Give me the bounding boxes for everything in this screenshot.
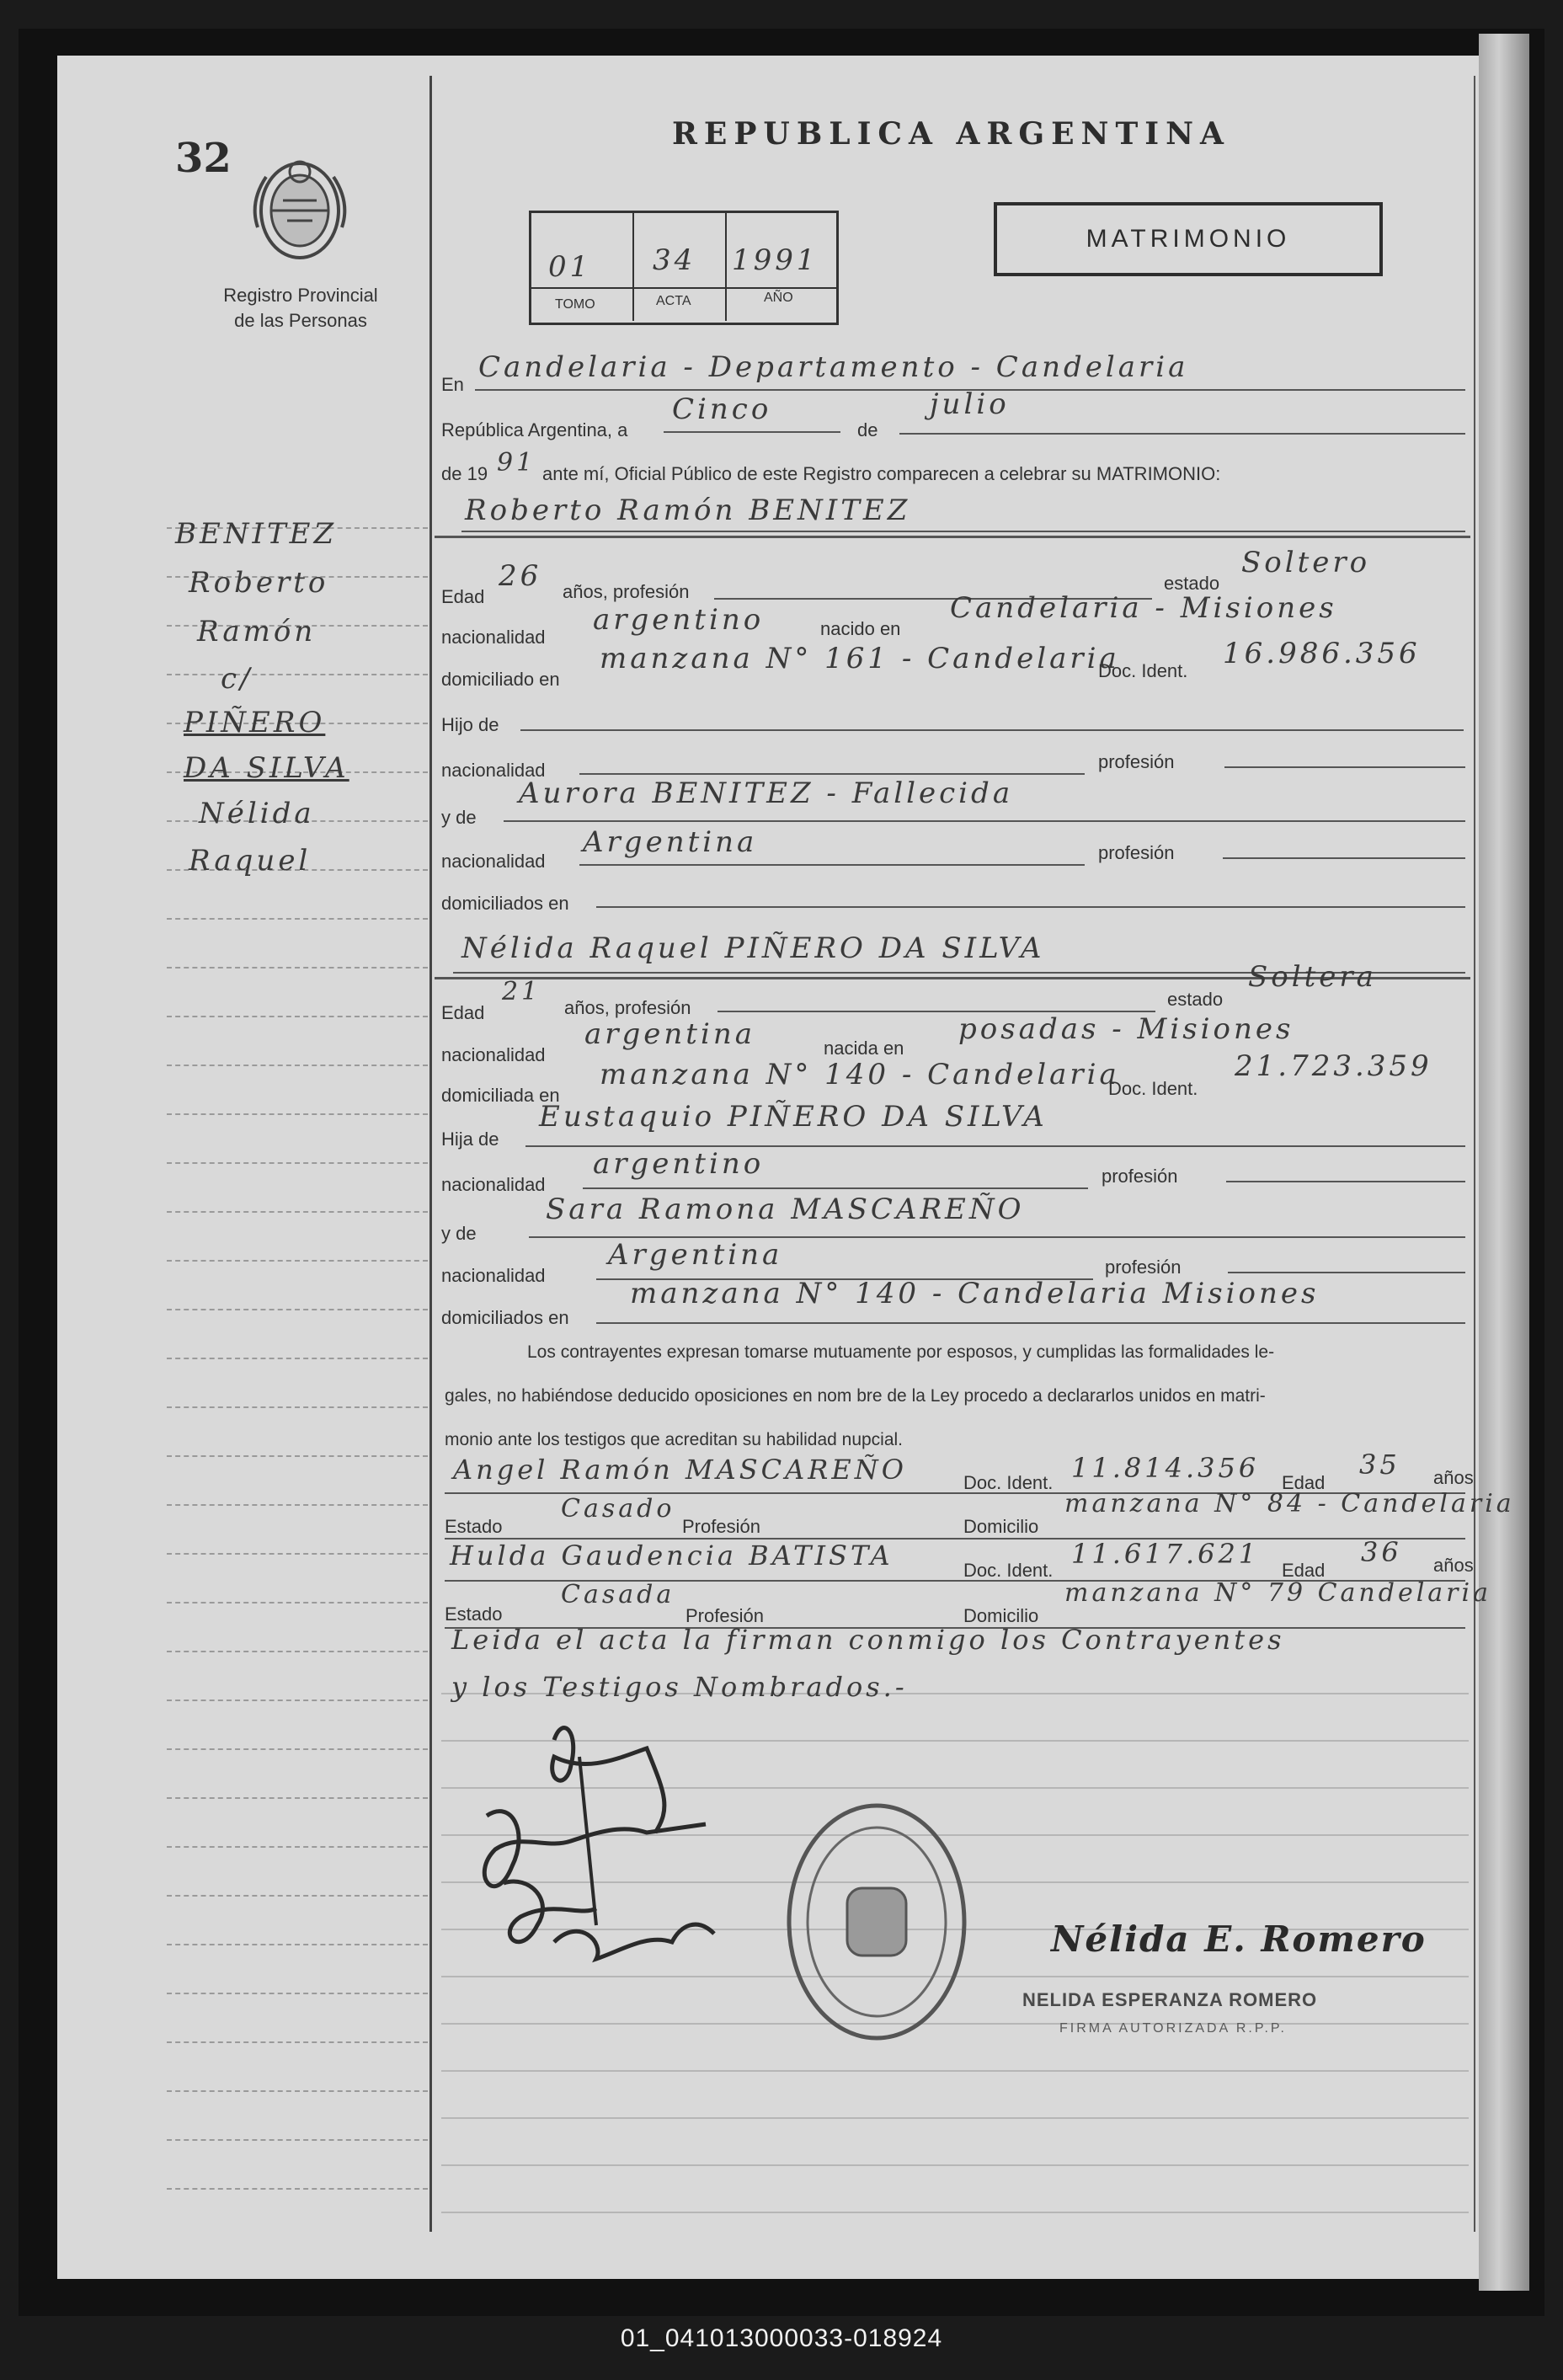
ledger-line	[167, 1455, 428, 1457]
ruled-line	[441, 2164, 1469, 2166]
witness1-doc-label: Doc. Ident.	[963, 1472, 1054, 1493]
registry-name-line1: Registro Provincial	[223, 285, 378, 306]
margin-note-line: BENITEZ	[175, 517, 338, 551]
witness2-doc-label: Doc. Ident.	[963, 1560, 1054, 1581]
ledger-line	[167, 1895, 428, 1897]
margin-note-line: DA SILVA	[184, 751, 349, 785]
bride-anos-profesion-label: años, profesión	[564, 997, 691, 1018]
act-reference-box	[529, 211, 839, 325]
ruled-line	[441, 2070, 1469, 2072]
witness1-domicilio-value: manzana N° 84 - Candelaria	[1064, 1489, 1515, 1518]
declaration-line3: monio ante los testigos que acreditan su habilidad nupcial.	[445, 1430, 904, 1449]
ledger-line	[167, 1651, 428, 1652]
tomo-cell	[531, 213, 634, 321]
bride-nacida-label: nacida en	[824, 1038, 904, 1059]
register-page	[57, 56, 1515, 2279]
groom-doc-label: Doc. Ident.	[1098, 660, 1188, 681]
ledger-line	[167, 2090, 428, 2092]
witness1-name: Angel Ramón MASCAREÑO	[453, 1454, 907, 1486]
groom-parents-dom-label: domiciliados en	[441, 893, 569, 914]
bride-name: Nélida Raquel PIÑERO DA SILVA	[461, 931, 1045, 965]
en-label: En	[441, 374, 464, 395]
bride-parents-dom-value: manzana N° 140 - Candelaria Misiones	[630, 1277, 1320, 1310]
ledger-line	[167, 1309, 428, 1310]
year-suffix-value: 91	[497, 448, 536, 478]
registry-name-line2: de las Personas	[234, 310, 367, 331]
ledger-line	[167, 2041, 428, 2043]
groom-father-prof-label: profesión	[1098, 751, 1175, 772]
ledger-line	[167, 1162, 428, 1164]
witness1-anos-label: años	[1433, 1467, 1474, 1488]
margin-note-line: PIÑERO	[184, 706, 326, 739]
ledger-line	[167, 2139, 428, 2141]
margin-note-line: Roberto	[189, 566, 329, 600]
groom-nacionalidad-value: argentino	[593, 603, 765, 637]
bride-father-prof-label: profesión	[1102, 1166, 1178, 1187]
place-value: Candelaria - Departamento - Candelaria	[478, 350, 1189, 384]
ano-value: 1991	[732, 243, 819, 277]
bride-hija-label: Hija de	[441, 1129, 499, 1150]
page-edge	[1479, 34, 1529, 2291]
page-number: 32	[175, 135, 232, 182]
bride-edad-label: Edad	[441, 1002, 485, 1023]
official-seal-stamp	[780, 1796, 974, 2048]
ledger-line	[167, 918, 428, 920]
ledger-line	[167, 1358, 428, 1359]
officer-name-stamp: NELIDA ESPERANZA ROMERO	[1022, 1989, 1318, 2010]
ruled-line	[441, 2117, 1469, 2119]
witness2-profesion-label: Profesión	[685, 1605, 764, 1626]
groom-father-nac-label: nacionalidad	[441, 760, 546, 781]
fill-line	[899, 433, 1465, 435]
groom-estado-label: estado	[1164, 573, 1220, 594]
fill-line	[596, 906, 1465, 908]
bride-domicilio-value: manzana N° 140 - Candelaria	[600, 1058, 1120, 1091]
witness1-edad-label: Edad	[1282, 1472, 1326, 1493]
witness2-estado-value: Casada	[561, 1580, 675, 1609]
bride-mother-nac-label: nacionalidad	[441, 1265, 546, 1286]
bride-estado-label: estado	[1167, 989, 1224, 1010]
groom-anos-profesion-label: años, profesión	[563, 581, 690, 602]
declaration-line1: Los contrayentes expresan tomarse mutuamente por esposos, y cumplidas las formalidades le-	[527, 1342, 1275, 1362]
witness2-anos-label: años	[1433, 1555, 1474, 1576]
de-label: de	[857, 419, 878, 440]
witness2-doc-value: 11.617.621	[1071, 1538, 1260, 1570]
declaration-line2: gales, no habiéndose deducido oposiciones en nom bre de la Ley procedo a declararlos unidos en matri-	[445, 1386, 1266, 1406]
groom-mother-nac-label: nacionalidad	[441, 851, 546, 872]
ano-cell	[725, 213, 835, 321]
month-value: julio	[930, 387, 1010, 421]
day-value: Cinco	[672, 392, 772, 426]
acta-label: ACTA	[656, 294, 691, 308]
acta-value: 34	[653, 243, 696, 277]
ledger-line	[167, 1113, 428, 1115]
witness2-domicilio-label: Domicilio	[963, 1605, 1039, 1626]
ledger-line	[167, 1260, 428, 1262]
groom-edad-label: Edad	[441, 586, 485, 607]
groom-nacionalidad-label: nacionalidad	[441, 627, 546, 648]
margin-note-line: Nélida	[199, 797, 315, 830]
fill-line	[1228, 1272, 1465, 1273]
bride-birthplace-value: posadas - Misiones	[958, 1012, 1294, 1046]
closing-line2: y los Testigos Nombrados.-	[451, 1671, 908, 1703]
fill-line	[1226, 1181, 1465, 1182]
ledger-line	[167, 1993, 428, 1994]
bride-doc-label: Doc. Ident.	[1108, 1078, 1198, 1099]
witness1-estado-label: Estado	[445, 1516, 503, 1537]
groom-y-de-label: y de	[441, 807, 477, 828]
fill-line	[583, 1187, 1088, 1189]
republica-label: República Argentina, a	[441, 419, 628, 440]
witness1-estado-value: Casado	[561, 1494, 675, 1524]
fill-line	[1224, 766, 1465, 768]
witness2-age-value: 36	[1361, 1536, 1402, 1568]
bride-father-nac-label: nacionalidad	[441, 1174, 546, 1195]
witness2-edad-label: Edad	[1282, 1560, 1326, 1581]
witness2-estado-label: Estado	[445, 1604, 503, 1625]
ledger-line	[167, 1016, 428, 1017]
fill-line	[579, 864, 1085, 866]
ledger-line	[167, 1944, 428, 1945]
right-rule	[1474, 76, 1475, 2232]
fill-line	[504, 820, 1465, 822]
ledger-line	[167, 1406, 428, 1408]
fill-line	[579, 773, 1085, 775]
coat-of-arms-icon	[241, 152, 359, 269]
margin-note-line: Ramón	[197, 615, 317, 648]
country-title: REPUBLICA ARGENTINA	[672, 116, 1230, 152]
witness1-doc-value: 11.814.356	[1071, 1452, 1260, 1484]
ledger-line	[167, 1211, 428, 1213]
bride-doc-value: 21.723.359	[1235, 1049, 1432, 1083]
ledger-line	[167, 674, 428, 675]
bride-age-value: 21	[502, 977, 541, 1006]
groom-domicilio-label: domiciliado en	[441, 669, 560, 690]
ledger-line	[167, 1846, 428, 1848]
witness2-domicilio-value: manzana N° 79 Candelaria	[1064, 1578, 1492, 1608]
groom-hijo-label: Hijo de	[441, 714, 499, 735]
witness2-name: Hulda Gaudencia BATISTA	[450, 1540, 894, 1572]
bride-father-nac-value: argentino	[593, 1147, 765, 1181]
ledger-line	[167, 967, 428, 969]
margin-note-line: c/	[221, 662, 253, 696]
groom-birthplace-value: Candelaria - Misiones	[950, 591, 1337, 625]
bride-mother-nac-value: Argentina	[608, 1238, 783, 1272]
contracting-parties-signatures	[453, 1706, 756, 1976]
witness1-profesion-label: Profesión	[682, 1516, 760, 1537]
ledger-line	[167, 1700, 428, 1701]
groom-mother-value: Aurora BENITEZ - Fallecida	[519, 776, 1014, 810]
fill-line	[461, 531, 1465, 532]
groom-domicilio-value: manzana N° 161 - Candelaria	[600, 642, 1120, 675]
bride-estado-value: Soltera	[1248, 960, 1377, 994]
bride-father-value: Eustaquio PIÑERO DA SILVA	[539, 1100, 1048, 1134]
groom-age-value: 26	[499, 559, 542, 593]
closing-line1: Leida el acta la firman conmigo los Contrayentes	[451, 1624, 1285, 1656]
groom-mother-nac-value: Argentina	[583, 825, 758, 859]
year-prefix-label: de 19	[441, 463, 488, 484]
ledger-line	[167, 1504, 428, 1506]
bride-mother-value: Sara Ramona MASCAREÑO	[546, 1193, 1025, 1226]
witness1-age-value: 35	[1359, 1449, 1400, 1481]
bride-parents-dom-label: domiciliados en	[441, 1307, 569, 1328]
officer-signature: Nélida E. Romero	[1051, 1918, 1427, 1960]
fill-line	[596, 1322, 1465, 1324]
document-id-footer: 01_041013000033-018924	[620, 2324, 943, 2352]
ledger-line	[167, 1065, 428, 1066]
box-divider	[531, 287, 836, 289]
ledger-line	[167, 1553, 428, 1555]
ledger-line	[167, 1797, 428, 1799]
bride-y-de-label: y de	[441, 1223, 477, 1244]
ruled-line	[441, 2212, 1469, 2213]
bride-mother-prof-label: profesión	[1105, 1257, 1182, 1278]
ledger-line	[167, 2188, 428, 2190]
groom-doc-value: 16.986.356	[1223, 637, 1421, 670]
section-separator	[435, 536, 1470, 538]
bride-nacionalidad-value: argentina	[584, 1017, 756, 1051]
bride-nacionalidad-label: nacionalidad	[441, 1044, 546, 1065]
ledger-line	[167, 1748, 428, 1750]
fill-line	[1223, 857, 1465, 859]
fill-line	[520, 729, 1464, 731]
tomo-label: TOMO	[555, 297, 595, 312]
act-type-box: MATRIMONIO	[994, 202, 1383, 276]
officer-title-stamp: FIRMA AUTORIZADA R.P.P.	[1059, 2021, 1287, 2036]
margin-note-line: Raquel	[189, 844, 312, 878]
groom-name: Roberto Ramón BENITEZ	[465, 494, 911, 527]
groom-nacido-label: nacido en	[820, 618, 901, 639]
acta-cell	[632, 213, 727, 321]
groom-estado-value: Soltero	[1241, 546, 1371, 579]
ledger-line	[167, 1602, 428, 1604]
tomo-value: 01	[548, 250, 592, 284]
margin-rule	[429, 76, 432, 2232]
fill-line	[664, 431, 840, 433]
ano-label: AÑO	[764, 291, 793, 305]
groom-mother-prof-label: profesión	[1098, 842, 1175, 863]
bride-domicilio-label: domiciliada en	[441, 1085, 560, 1106]
witness1-domicilio-label: Domicilio	[963, 1516, 1039, 1537]
intro-statement: ante mí, Oficial Público de este Registro comparecen a celebrar su MATRIMONIO:	[542, 463, 1221, 484]
